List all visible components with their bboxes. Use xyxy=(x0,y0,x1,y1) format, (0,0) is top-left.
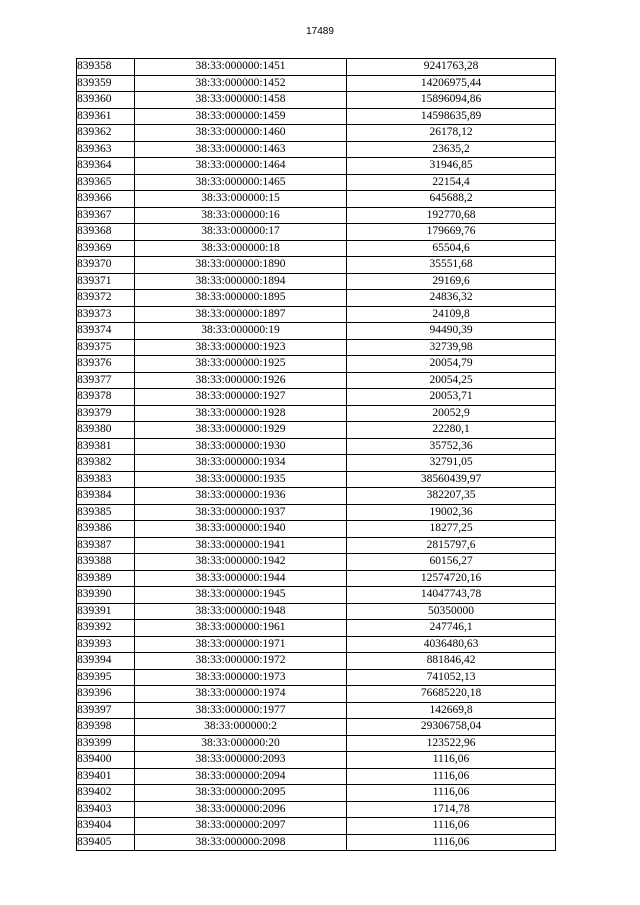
row-number-cell: 839396 xyxy=(77,686,135,703)
cadastral-number-cell: 38:33:000000:1890 xyxy=(135,257,347,274)
value-cell: 382207,35 xyxy=(347,488,556,505)
table-row xyxy=(77,785,556,802)
cadastral-number-cell: 38:33:000000:1973 xyxy=(135,669,347,686)
table-row xyxy=(77,158,556,175)
value-cell: 76685220,18 xyxy=(347,686,556,703)
value-cell: 60156,27 xyxy=(347,554,556,571)
value-cell: 1116,06 xyxy=(347,785,556,802)
table-row xyxy=(77,405,556,422)
row-number-cell: 839361 xyxy=(77,108,135,125)
value-cell: 20054,25 xyxy=(347,372,556,389)
cadastral-number-cell: 38:33:000000:1465 xyxy=(135,174,347,191)
table-row xyxy=(77,240,556,257)
table-row xyxy=(77,702,556,719)
cadastral-number-cell: 38:33:000000:1930 xyxy=(135,438,347,455)
row-number-cell: 839401 xyxy=(77,768,135,785)
cadastral-number-cell: 38:33:000000:1944 xyxy=(135,570,347,587)
value-cell: 50350000 xyxy=(347,603,556,620)
value-cell: 881846,42 xyxy=(347,653,556,670)
cadastral-number-cell: 38:33:000000:1923 xyxy=(135,339,347,356)
table-row xyxy=(77,834,556,851)
cadastral-number-cell: 38:33:000000:1458 xyxy=(135,92,347,109)
row-number-cell: 839367 xyxy=(77,207,135,224)
value-cell: 15896094,86 xyxy=(347,92,556,109)
value-cell: 1116,06 xyxy=(347,768,556,785)
value-cell: 12574720,16 xyxy=(347,570,556,587)
cadastral-number-cell: 38:33:000000:2093 xyxy=(135,752,347,769)
row-number-cell: 839369 xyxy=(77,240,135,257)
cadastral-number-cell: 38:33:000000:1452 xyxy=(135,75,347,92)
row-number-cell: 839392 xyxy=(77,620,135,637)
value-cell: 1116,06 xyxy=(347,752,556,769)
row-number-cell: 839370 xyxy=(77,257,135,274)
value-cell: 29306758,04 xyxy=(347,719,556,736)
value-cell: 35752,36 xyxy=(347,438,556,455)
value-cell: 24836,32 xyxy=(347,290,556,307)
row-number-cell: 839378 xyxy=(77,389,135,406)
row-number-cell: 839360 xyxy=(77,92,135,109)
cadastral-number-cell: 38:33:000000:1940 xyxy=(135,521,347,538)
row-number-cell: 839397 xyxy=(77,702,135,719)
cadastral-number-cell: 38:33:000000:1895 xyxy=(135,290,347,307)
table-row xyxy=(77,422,556,439)
cadastral-number-cell: 38:33:000000:16 xyxy=(135,207,347,224)
row-number-cell: 839364 xyxy=(77,158,135,175)
row-number-cell: 839374 xyxy=(77,323,135,340)
row-number-cell: 839363 xyxy=(77,141,135,158)
value-cell: 22280,1 xyxy=(347,422,556,439)
cadastral-number-cell: 38:33:000000:1977 xyxy=(135,702,347,719)
table-body xyxy=(77,59,556,851)
value-cell: 179669,76 xyxy=(347,224,556,241)
cadastral-number-cell: 38:33:000000:1935 xyxy=(135,471,347,488)
value-cell: 65504,6 xyxy=(347,240,556,257)
cadastral-number-cell: 38:33:000000:2 xyxy=(135,719,347,736)
cadastral-number-cell: 38:33:000000:1948 xyxy=(135,603,347,620)
table-row xyxy=(77,768,556,785)
value-cell: 32739,98 xyxy=(347,339,556,356)
table-row xyxy=(77,389,556,406)
cadastral-number-cell: 38:33:000000:1459 xyxy=(135,108,347,125)
cadastral-number-cell: 38:33:000000:1897 xyxy=(135,306,347,323)
cadastral-number-cell: 38:33:000000:2095 xyxy=(135,785,347,802)
table-row xyxy=(77,108,556,125)
cadastral-number-cell: 38:33:000000:1451 xyxy=(135,59,347,76)
table-row xyxy=(77,719,556,736)
cadastral-number-cell: 38:33:000000:1463 xyxy=(135,141,347,158)
row-number-cell: 839382 xyxy=(77,455,135,472)
value-cell: 18277,25 xyxy=(347,521,556,538)
row-number-cell: 839395 xyxy=(77,669,135,686)
row-number-cell: 839403 xyxy=(77,801,135,818)
cadastral-number-cell: 38:33:000000:1936 xyxy=(135,488,347,505)
table-row xyxy=(77,290,556,307)
table-row xyxy=(77,537,556,554)
cadastral-number-cell: 38:33:000000:18 xyxy=(135,240,347,257)
value-cell: 123522,96 xyxy=(347,735,556,752)
table-row xyxy=(77,141,556,158)
table-row xyxy=(77,570,556,587)
cadastral-number-cell: 38:33:000000:1926 xyxy=(135,372,347,389)
value-cell: 192770,68 xyxy=(347,207,556,224)
table-row xyxy=(77,818,556,835)
data-table xyxy=(76,58,556,851)
value-cell: 1714,78 xyxy=(347,801,556,818)
table-row xyxy=(77,554,556,571)
value-cell: 142669,8 xyxy=(347,702,556,719)
value-cell: 14598635,89 xyxy=(347,108,556,125)
value-cell: 26178,12 xyxy=(347,125,556,142)
value-cell: 247746,1 xyxy=(347,620,556,637)
cadastral-number-cell: 38:33:000000:1464 xyxy=(135,158,347,175)
value-cell: 29169,6 xyxy=(347,273,556,290)
value-cell: 1116,06 xyxy=(347,834,556,851)
cadastral-number-cell: 38:33:000000:1941 xyxy=(135,537,347,554)
table-row xyxy=(77,521,556,538)
table-row xyxy=(77,669,556,686)
cadastral-number-cell: 38:33:000000:1972 xyxy=(135,653,347,670)
value-cell: 22154,4 xyxy=(347,174,556,191)
row-number-cell: 839376 xyxy=(77,356,135,373)
table-row xyxy=(77,372,556,389)
value-cell: 35551,68 xyxy=(347,257,556,274)
row-number-cell: 839359 xyxy=(77,75,135,92)
row-number-cell: 839404 xyxy=(77,818,135,835)
row-number-cell: 839368 xyxy=(77,224,135,241)
value-cell: 20053,71 xyxy=(347,389,556,406)
table-row xyxy=(77,273,556,290)
table-row xyxy=(77,257,556,274)
row-number-cell: 839366 xyxy=(77,191,135,208)
value-cell: 24109,8 xyxy=(347,306,556,323)
cadastral-number-cell: 38:33:000000:1927 xyxy=(135,389,347,406)
row-number-cell: 839390 xyxy=(77,587,135,604)
row-number-cell: 839362 xyxy=(77,125,135,142)
value-cell: 38560439,97 xyxy=(347,471,556,488)
cadastral-number-cell: 38:33:000000:1974 xyxy=(135,686,347,703)
row-number-cell: 839358 xyxy=(77,59,135,76)
table-row xyxy=(77,801,556,818)
table-row xyxy=(77,636,556,653)
row-number-cell: 839377 xyxy=(77,372,135,389)
table-row xyxy=(77,653,556,670)
table-row xyxy=(77,75,556,92)
table-row xyxy=(77,752,556,769)
table-row xyxy=(77,438,556,455)
cadastral-number-cell: 38:33:000000:1961 xyxy=(135,620,347,637)
value-cell: 4036480,63 xyxy=(347,636,556,653)
cadastral-number-cell: 38:33:000000:2094 xyxy=(135,768,347,785)
row-number-cell: 839383 xyxy=(77,471,135,488)
value-cell: 14206975,44 xyxy=(347,75,556,92)
table-row xyxy=(77,92,556,109)
value-cell: 19002,36 xyxy=(347,504,556,521)
value-cell: 94490,39 xyxy=(347,323,556,340)
value-cell: 741052,13 xyxy=(347,669,556,686)
row-number-cell: 839388 xyxy=(77,554,135,571)
row-number-cell: 839384 xyxy=(77,488,135,505)
row-number-cell: 839379 xyxy=(77,405,135,422)
row-number-cell: 839380 xyxy=(77,422,135,439)
table-row xyxy=(77,125,556,142)
cadastral-number-cell: 38:33:000000:2098 xyxy=(135,834,347,851)
table-row xyxy=(77,59,556,76)
value-cell: 32791,05 xyxy=(347,455,556,472)
row-number-cell: 839400 xyxy=(77,752,135,769)
row-number-cell: 839402 xyxy=(77,785,135,802)
page-number: 17489 xyxy=(306,26,334,37)
table-row xyxy=(77,339,556,356)
cadastral-number-cell: 38:33:000000:17 xyxy=(135,224,347,241)
cadastral-number-cell: 38:33:000000:1460 xyxy=(135,125,347,142)
cadastral-number-cell: 38:33:000000:1929 xyxy=(135,422,347,439)
cadastral-number-cell: 38:33:000000:1971 xyxy=(135,636,347,653)
table-row xyxy=(77,686,556,703)
row-number-cell: 839371 xyxy=(77,273,135,290)
row-number-cell: 839389 xyxy=(77,570,135,587)
value-cell: 20054,79 xyxy=(347,356,556,373)
value-cell: 645688,2 xyxy=(347,191,556,208)
cadastral-number-cell: 38:33:000000:2096 xyxy=(135,801,347,818)
cadastral-number-cell: 38:33:000000:20 xyxy=(135,735,347,752)
table-row xyxy=(77,488,556,505)
cadastral-number-cell: 38:33:000000:1945 xyxy=(135,587,347,604)
cadastral-number-cell: 38:33:000000:1928 xyxy=(135,405,347,422)
table-row xyxy=(77,356,556,373)
row-number-cell: 839365 xyxy=(77,174,135,191)
value-cell: 31946,85 xyxy=(347,158,556,175)
value-cell: 1116,06 xyxy=(347,818,556,835)
table-row xyxy=(77,174,556,191)
table-row xyxy=(77,603,556,620)
table-row xyxy=(77,306,556,323)
table-row xyxy=(77,504,556,521)
table-row xyxy=(77,455,556,472)
row-number-cell: 839385 xyxy=(77,504,135,521)
value-cell: 14047743,78 xyxy=(347,587,556,604)
row-number-cell: 839372 xyxy=(77,290,135,307)
row-number-cell: 839375 xyxy=(77,339,135,356)
row-number-cell: 839405 xyxy=(77,834,135,851)
row-number-cell: 839394 xyxy=(77,653,135,670)
row-number-cell: 839381 xyxy=(77,438,135,455)
cadastral-number-cell: 38:33:000000:1894 xyxy=(135,273,347,290)
row-number-cell: 839373 xyxy=(77,306,135,323)
row-number-cell: 839387 xyxy=(77,537,135,554)
cadastral-number-cell: 38:33:000000:1934 xyxy=(135,455,347,472)
row-number-cell: 839386 xyxy=(77,521,135,538)
table-row xyxy=(77,224,556,241)
table-row xyxy=(77,471,556,488)
cadastral-number-cell: 38:33:000000:1925 xyxy=(135,356,347,373)
cadastral-number-cell: 38:33:000000:2097 xyxy=(135,818,347,835)
table-row xyxy=(77,191,556,208)
table-row xyxy=(77,207,556,224)
cadastral-number-cell: 38:33:000000:19 xyxy=(135,323,347,340)
cadastral-number-cell: 38:33:000000:1942 xyxy=(135,554,347,571)
row-number-cell: 839398 xyxy=(77,719,135,736)
value-cell: 2815797,6 xyxy=(347,537,556,554)
table-row xyxy=(77,587,556,604)
row-number-cell: 839393 xyxy=(77,636,135,653)
value-cell: 20052,9 xyxy=(347,405,556,422)
table-row xyxy=(77,735,556,752)
table-row xyxy=(77,323,556,340)
cadastral-number-cell: 38:33:000000:1937 xyxy=(135,504,347,521)
cadastral-number-cell: 38:33:000000:15 xyxy=(135,191,347,208)
table-row xyxy=(77,620,556,637)
value-cell: 23635,2 xyxy=(347,141,556,158)
row-number-cell: 839391 xyxy=(77,603,135,620)
value-cell: 9241763,28 xyxy=(347,59,556,76)
row-number-cell: 839399 xyxy=(77,735,135,752)
